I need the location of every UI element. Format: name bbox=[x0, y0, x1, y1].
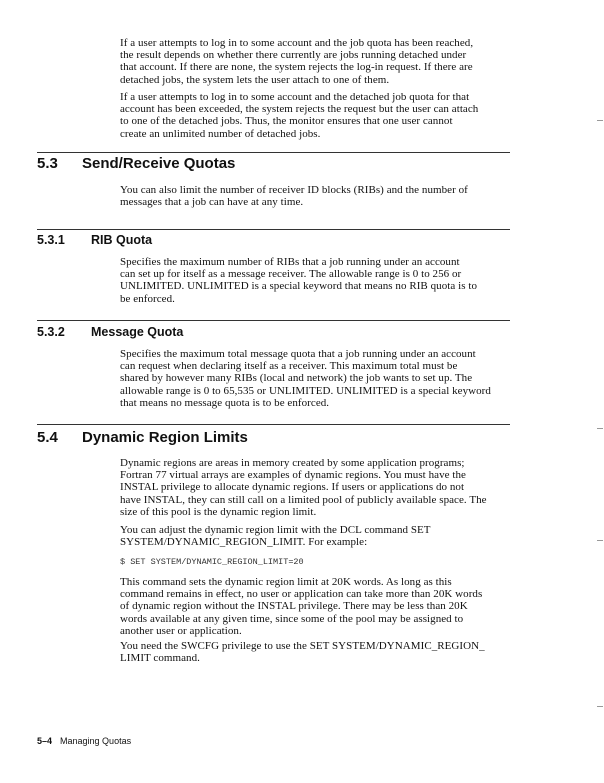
heading-number: 5.3.2 bbox=[37, 325, 65, 339]
heading-5-3-2 bbox=[37, 325, 183, 339]
heading-title: Dynamic Region Limits bbox=[82, 429, 248, 446]
page-number: 5–4 bbox=[37, 736, 53, 746]
paragraph-dynamic-regions: Dynamic regions are areas in memory created by some application programs; Fortran 77 virtual arrays are examples of dynamic regions. You must have the INSTAL privilege to allocate dynamic regions. If users or applications do not have INSTAL, they can still call on a limited pool of publicly available space. The size of this pool is the dynamic region limit. bbox=[120, 457, 487, 518]
paragraph-swcfg-privilege: You need the SWCFG privilege to use the SET SYSTEM/DYNAMIC_REGION_ LIMIT command. bbox=[120, 640, 485, 665]
heading-number: 5.3 bbox=[37, 155, 58, 172]
heading-5-4 bbox=[37, 429, 248, 446]
scan-mark bbox=[597, 120, 603, 121]
section-divider bbox=[37, 320, 510, 321]
section-divider bbox=[37, 152, 510, 153]
paragraph-send-receive: You can also limit the number of receiver ID blocks (RIBs) and the number of messages that a job can have at any time. bbox=[120, 184, 468, 209]
paragraph-message-quota: Specifies the maximum total message quota that a job running under an account can request when declaring itself as a receiver. This maximum total must be shared by however many RIBs (local and network) the job wants to set up. The allowable range is 0 to 65,535 or UNLIMITED. UNLIMITED is a special keyword that means no message quota is to be enforced. bbox=[120, 348, 491, 409]
scan-mark bbox=[597, 428, 603, 429]
scan-mark bbox=[597, 540, 603, 541]
code-example: $ SET SYSTEM/DYNAMIC_REGION_LIMIT=20 bbox=[120, 557, 304, 567]
paragraph-command-effect: This command sets the dynamic region limit at 20K words. As long as this command remains in effect, no user or application can take more than 20K words of dynamic region without the INSTAL privilege. There may be less than 20K words available at any given time, since some of the pool may be assigned to another user or application. bbox=[120, 576, 483, 637]
paragraph-detached-quota: If a user attempts to log in to some account and the detached job quota for that account has been exceeded, the system rejects the request but the user can attach to one of the detached jobs. Thus, the monitor ensures that one user cannot create an unlimited number of detached jobs. bbox=[120, 91, 479, 140]
heading-5-3 bbox=[37, 155, 235, 172]
heading-title: RIB Quota bbox=[91, 233, 153, 247]
heading-title: Message Quota bbox=[91, 325, 184, 339]
paragraph-adjust-limit: You can adjust the dynamic region limit with the DCL command SET SYSTEM/DYNAMIC_REGION_LIMIT. For example: bbox=[120, 524, 431, 549]
paragraph-rib-quota: Specifies the maximum number of RIBs that a job running under an account can set up for itself as a message receiver. The allowable range is 0 to 256 or UNLIMITED. UNLIMITED is a special keyword that means no RIB quota is to be enforced. bbox=[120, 256, 478, 305]
page-footer bbox=[37, 736, 131, 746]
footer-title: Managing Quotas bbox=[60, 736, 132, 746]
heading-number: 5.4 bbox=[37, 429, 58, 446]
paragraph-job-quota: If a user attempts to log in to some account and the job quota has been reached, the result depends on whether there currently are jobs running detached under that account. If there are none, the system rejects the log-in request. If there are detached jobs, the system lets the user attach to one of them. bbox=[120, 37, 474, 86]
section-divider bbox=[37, 424, 510, 425]
heading-title: Send/Receive Quotas bbox=[82, 155, 236, 172]
section-divider bbox=[37, 229, 510, 230]
scan-mark bbox=[597, 706, 603, 707]
heading-5-3-1 bbox=[37, 233, 152, 247]
heading-number: 5.3.1 bbox=[37, 233, 65, 247]
